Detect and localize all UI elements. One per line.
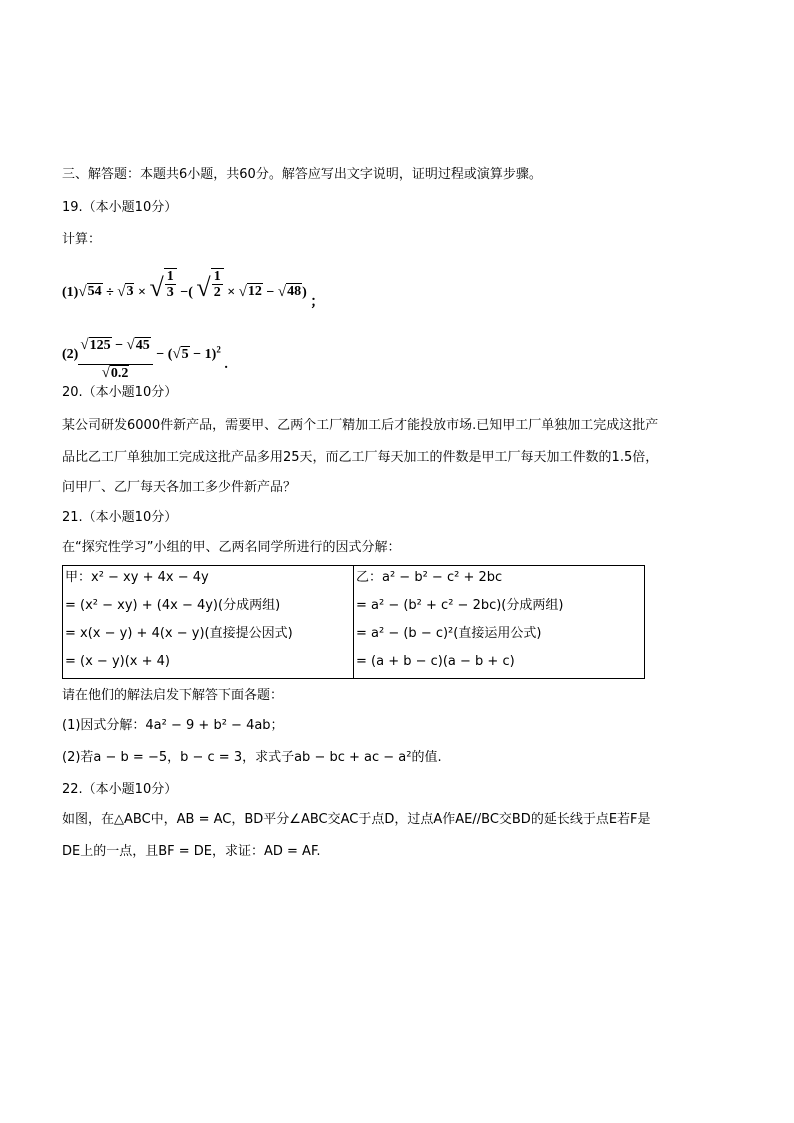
paren: (: [167, 346, 173, 362]
q21-part2: (2)若a − b = −5，b − c = 3，求式子ab − bc + ac − a²的值.: [62, 750, 442, 765]
sqrt-48: √ 48: [277, 283, 302, 300]
op: −: [156, 346, 165, 362]
q19-part1: [62, 268, 324, 311]
step: = (a + b − c)(a − b + c): [356, 654, 515, 669]
sqrt-one-third: √ 1 3: [149, 268, 176, 301]
sqrt-12: √ 12: [238, 283, 262, 300]
minus-one: − 1): [193, 346, 217, 362]
step: = (x − y)(x + 4): [65, 654, 170, 669]
sqrt-one-half: √ 1 2: [196, 268, 223, 301]
q20-line: 问甲厂、乙厂每天各加工多少件新产品？: [62, 480, 297, 495]
q22-line: DE上的一点，且BF = DE，求证：AD = AF.: [62, 844, 321, 859]
sqrt-3: √ 3: [117, 283, 134, 300]
q22-heading: 22.（本小题10分）: [62, 782, 178, 797]
q21-part1: (1)因式分解：4a² − 9 + b² − 4ab；: [62, 718, 284, 733]
step: = a² − (b − c)²(直接运用公式): [356, 626, 542, 641]
q20-line: 品比乙工厂单独加工完成这批产品多用25天，而乙工厂每天加工的件数是甲工厂每天加工件数的1.5倍，: [62, 450, 659, 465]
sqrt-5: √ 5: [172, 345, 189, 362]
semicolon: ；: [310, 294, 325, 310]
step: = x(x − y) + 4(x − y)(直接提公因式): [65, 626, 293, 641]
step: = (x² − xy) + (4x − 4y)(分成两组): [65, 598, 281, 613]
q21-intro: 在“探究性学习”小组的甲、乙两名同学所进行的因式分解：: [62, 540, 401, 555]
label: (2): [62, 346, 79, 362]
section-heading: 三、解答题：本题共6小题，共60分。解答应写出文字说明，证明过程或演算步骤。: [62, 167, 542, 182]
q19-heading: 19.（本小题10分）: [62, 200, 178, 215]
sqrt-54: √ 54: [78, 283, 102, 300]
fraction: √ 125 − √ 45 √ 0.2: [78, 328, 152, 381]
yi-column: [354, 566, 645, 679]
q19-part2: [62, 328, 228, 381]
op: ×: [227, 284, 236, 300]
op: −: [180, 284, 189, 300]
factorization-table: [62, 565, 645, 679]
op: ×: [137, 284, 146, 300]
paren: (: [188, 284, 193, 300]
q19-intro: 计算：: [62, 232, 102, 247]
step: = a² − (b² + c² − 2bc)(分成两组): [356, 598, 564, 613]
q20-line: 某公司研发6000件新产品，需要甲、乙两个工厂精加工后才能投放市场.已知甲工厂单独加工完成这批产: [62, 418, 659, 433]
q22-line: 如图，在△ABC中，AB = AC，BD平分∠ABC交AC于点D，过点A作AE//BC交BD的延长线于点E若F是: [62, 812, 651, 827]
step: 乙：a² − b² − c² + 2bc: [356, 570, 503, 585]
exponent: 2: [216, 344, 221, 355]
q21-after: 请在他们的解法启发下解答下面各题：: [62, 688, 284, 703]
q20-heading: 20.（本小题10分）: [62, 385, 178, 400]
op: ÷: [106, 284, 114, 300]
label: (1): [62, 284, 79, 300]
q21-heading: 21.（本小题10分）: [62, 510, 178, 525]
jia-column: [63, 566, 354, 679]
step: 甲：x² − xy + 4x − 4y: [65, 570, 209, 585]
op: −: [266, 284, 275, 300]
period: .: [224, 356, 228, 372]
paren: ): [302, 284, 307, 300]
